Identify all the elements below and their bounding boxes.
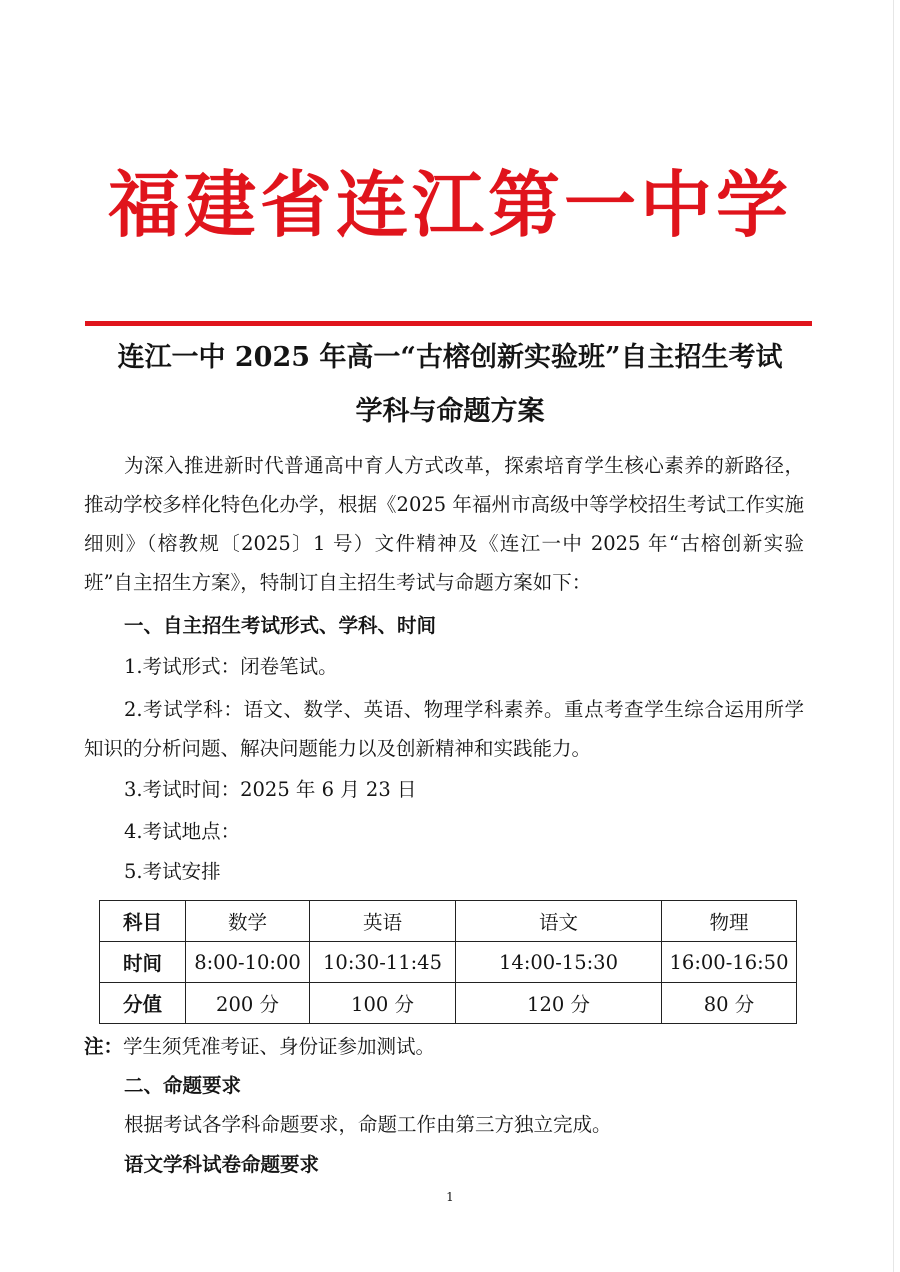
note-label: 注： [84,1035,124,1058]
row-label-subject: 科目 [100,901,186,942]
time-cell: 14:00-15:30 [456,942,662,983]
exam-format-item: 1.考试形式：闭卷笔试。 [124,655,338,678]
row-label-score: 分值 [100,983,186,1024]
table-row-subject [100,901,797,942]
exam-arrangement-item: 5.考试安排 [124,860,221,883]
row-label-time: 时间 [100,942,186,983]
page-number: 1 [446,1190,454,1204]
exam-subjects-item: 2.考试学科：语文、数学、英语、物理学科素养。重点考查学生综合运用所学知识的分析问题、解决问题能力以及创新精神和实践能力。 [84,698,804,760]
section2-paragraph: 根据考试各学科命题要求，命题工作由第三方独立完成。 [124,1113,612,1136]
school-letterhead: 福建省连江第一中学 [107,162,792,247]
exam-schedule-table [99,900,797,1024]
time-cell: 10:30-11:45 [310,942,456,983]
subject-cell: 数学 [186,901,310,942]
score-cell: 80 分 [662,983,797,1024]
letterhead-red-rule [85,321,812,326]
chinese-subject-heading: 语文学科试卷命题要求 [124,1153,320,1176]
subject-cell: 物理 [662,901,797,942]
scan-edge-line [893,0,894,1272]
score-cell: 120 分 [456,983,662,1024]
section2-heading: 二、命题要求 [124,1074,242,1097]
table-note [84,1027,804,1066]
score-cell: 200 分 [186,983,310,1024]
exam-location-item: 4.考试地点： [124,820,241,843]
exam-date-item: 3.考试时间：2025 年 6 月 23 日 [124,778,417,801]
table-row-time [100,942,797,983]
time-cell: 16:00-16:50 [662,942,797,983]
document-title: 连江一中 2025 年高一“古榕创新实验班”自主招生考试 [117,342,783,373]
section1-heading: 一、自主招生考试形式、学科、时间 [124,614,437,637]
time-cell: 8:00-10:00 [186,942,310,983]
table-row-score [100,983,797,1024]
score-cell: 100 分 [310,983,456,1024]
intro-paragraph: 为深入推进新时代普通高中育人方式改革，探索培育学生核心素养的新路径，推动学校多样化特色化办学，根据《2025 年福州市高级中等学校招生考试工作实施细则》（榕教规〔2025〕1 号）文件精神及《连江一中 2025 年“古榕创新实验班”自主招生方案》，特制订自主招生考试与命题方案如下： [84,454,804,594]
subject-cell: 语文 [456,901,662,942]
note-text: 学生须凭准考证、身份证参加测试。 [123,1035,436,1058]
document-subtitle: 学科与命题方案 [355,396,545,427]
subject-cell: 英语 [310,901,456,942]
